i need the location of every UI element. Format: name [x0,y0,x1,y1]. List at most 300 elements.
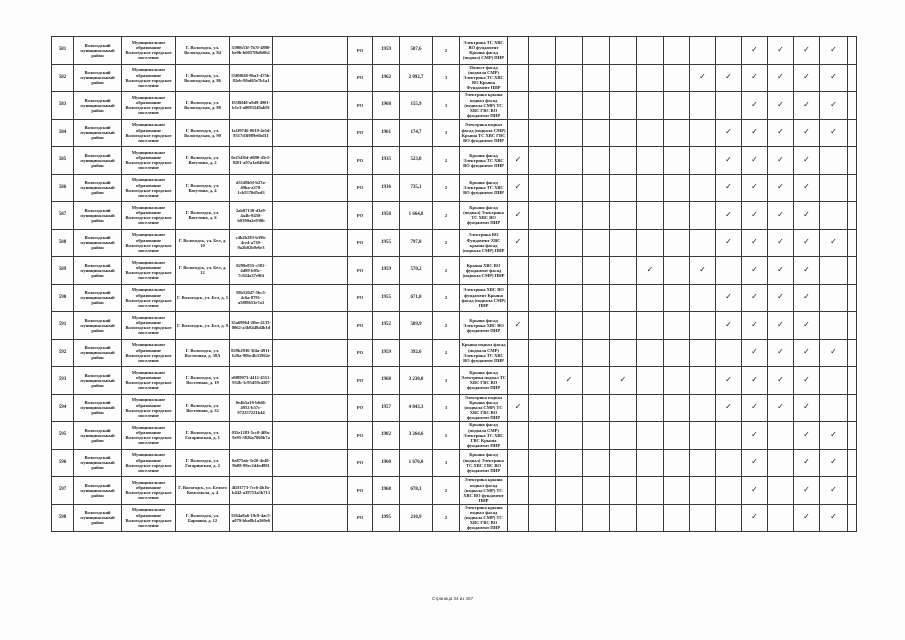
code-cell: 0e2543bf-d690-45c5-8201-a97a1a04fe6d [230,147,273,175]
edge-cell [848,284,857,312]
district-cell: Вологодский муниципальный район [74,367,122,395]
year-cell: 1982 [373,422,400,450]
empty-check-cell [637,64,664,92]
empty-check-cell [664,367,690,395]
empty-check-cell [820,257,848,285]
code-cell: 1a1f9746-0019-4e5d-8317d3f089e6bd11 [230,119,273,147]
check-mark-icon: ✓ [794,394,820,422]
check-mark-icon: ✓ [610,367,637,395]
work-description-cell: Крыша подвал фасад (подвала СМР) Электрика ТС ХВС ВО фундамент ПИР [460,339,508,367]
empty-check-cell [610,284,637,312]
code-cell: 035e1283-5cc0-4f8a-9e95-5026a7066b7a [230,422,273,450]
empty-check-cell [716,449,742,477]
area-cell: 2 092,7 [400,64,433,92]
check-mark-icon: ✓ [820,229,848,257]
year-cell: 1936 [373,174,400,202]
area-cell: 797,8 [400,229,433,257]
edge-cell [848,119,857,147]
empty-check-cell [820,284,848,312]
count-cell: 2 [433,229,460,257]
blank-cell [273,147,348,175]
empty-check-cell [664,449,690,477]
area-cell: 174,7 [400,119,433,147]
type-cell: РО [348,174,373,202]
address-cell: Г. Вологодск, ул. Ватутина, д. 2 [176,147,230,175]
code-cell: 59b52047-5bc3-4c6a-8791-a5f98653e7a3 [230,284,273,312]
empty-check-cell [529,284,556,312]
empty-check-cell [690,339,716,367]
code-cell: 53f0f048-9ba3-475b-82eb-80af65e7b1a1 [230,64,273,92]
empty-check-cell [690,174,716,202]
year-cell: 1968 [373,367,400,395]
district-cell: Вологодский муниципальный район [74,119,122,147]
check-mark-icon: ✓ [742,64,768,92]
check-mark-icon: ✓ [742,37,768,65]
check-mark-icon: ✓ [690,64,716,92]
check-mark-icon: ✓ [794,37,820,65]
empty-check-cell [583,367,610,395]
district-cell: Вологодский муниципальный район [74,147,122,175]
check-mark-icon: ✓ [794,367,820,395]
empty-check-cell [637,367,664,395]
empty-check-cell [556,64,583,92]
empty-check-cell [690,367,716,395]
empty-check-cell [690,92,716,120]
check-mark-icon: ✓ [794,449,820,477]
empty-check-cell [529,422,556,450]
empty-check-cell [508,422,529,450]
empty-check-cell [664,202,690,230]
check-mark-icon: ✓ [768,64,794,92]
edge-cell [848,367,857,395]
blank-cell [273,37,348,65]
empty-check-cell [529,92,556,120]
code-cell: e0f89973-4412-4551-932b-1c95d59c4207 [230,367,273,395]
row-number-cell: 588 [52,229,74,257]
check-mark-icon: ✓ [716,174,742,202]
code-cell: 35a69964-2fbe-4135-8062-a3b8448d4b1d [230,312,273,340]
count-cell: 2 [433,312,460,340]
empty-check-cell [820,394,848,422]
code-cell: 5564a8a6-19c9-4ac5-a079-bba8b1a260e6 [230,504,273,532]
work-description-cell: Электрика крыша подвал фасад (подвала СМР) ТС ХВС ВО фундамент ПИР [460,477,508,505]
blank-cell [273,64,348,92]
empty-check-cell [820,202,848,230]
empty-check-cell [610,312,637,340]
work-description-cell: Крыша ХВС ВО фундамент фасад (подвала СМР) ПИР [460,257,508,285]
table-row [52,229,857,257]
address-cell: Г. Вологодск, ул. Гагаринская, д. 1 [176,422,230,450]
check-mark-icon: ✓ [742,504,768,532]
empty-check-cell [529,174,556,202]
row-number-cell: 583 [52,92,74,120]
check-mark-icon: ✓ [794,312,820,340]
row-number-cell: 587 [52,202,74,230]
empty-check-cell [768,422,794,450]
check-mark-icon: ✓ [768,257,794,285]
blank-cell [273,284,348,312]
empty-check-cell [664,174,690,202]
check-mark-icon: ✓ [820,504,848,532]
check-mark-icon: ✓ [742,92,768,120]
check-mark-icon: ✓ [768,394,794,422]
check-mark-icon: ✓ [742,449,768,477]
empty-check-cell [529,64,556,92]
year-cell: 1962 [373,64,400,92]
year-cell: 1961 [373,119,400,147]
empty-check-cell [664,64,690,92]
empty-check-cell [508,367,529,395]
row-number-cell: 590 [52,284,74,312]
check-mark-icon: ✓ [820,339,848,367]
count-cell: 5 [433,422,460,450]
empty-check-cell [637,229,664,257]
municipality-cell: Муниципальное образование Вологодское городское поселение [122,64,176,92]
municipality-cell: Муниципальное образование Вологодское городское поселение [122,504,176,532]
empty-check-cell [637,147,664,175]
work-description-cell: Электрика подвал Крыша фасад (подвала СМР) ТС ХВС ГВС ВО фундамент ПИР [460,394,508,422]
empty-check-cell [529,202,556,230]
empty-check-cell [583,64,610,92]
empty-check-cell [556,449,583,477]
check-mark-icon: ✓ [768,147,794,175]
municipality-cell: Муниципальное образование Вологодское городское поселение [122,422,176,450]
blank-cell [273,92,348,120]
empty-check-cell [610,229,637,257]
area-cell: 570,2 [400,257,433,285]
work-description-cell: Крыша фасад (подвал) Электрика ТС ХВС ГВС ВО фундамент ПИР [460,449,508,477]
row-number-cell: 592 [52,339,74,367]
check-mark-icon: ✓ [716,147,742,175]
empty-check-cell [583,394,610,422]
code-cell: d31d8b5f-b27a-49ba-a370-1cb5570d5ed3 [230,174,273,202]
check-mark-icon: ✓ [742,174,768,202]
empty-check-cell [637,422,664,450]
empty-check-cell [508,257,529,285]
empty-check-cell [610,422,637,450]
count-cell: 2 [433,37,460,65]
edge-cell [848,312,857,340]
empty-check-cell [610,119,637,147]
check-mark-icon: ✓ [768,229,794,257]
check-mark-icon: ✓ [742,284,768,312]
empty-check-cell [820,367,848,395]
register-rows [52,37,857,532]
address-cell: Г. Вологодск, ул. Восточная, д. 38А [176,339,230,367]
empty-check-cell [664,37,690,65]
work-description-cell: Крыша фасад Электрика ТС ХВС ВО фундамент ПИР [460,174,508,202]
count-cell: 2 [433,174,460,202]
area-cell: 4 843,3 [400,394,433,422]
check-mark-icon: ✓ [768,367,794,395]
work-description-cell: Крыша фасад Электрика подвал ТС ХВС ГВС ВО фундамент ПИР [460,367,508,395]
year-cell: 1960 [373,449,400,477]
blank-cell [273,339,348,367]
check-mark-icon: ✓ [820,119,848,147]
check-mark-icon: ✓ [508,312,529,340]
empty-check-cell [716,422,742,450]
empty-check-cell [583,477,610,505]
address-cell: Г. Вологодск, ул. Белого Комсомола, д. 4 [176,477,230,505]
empty-check-cell [556,229,583,257]
count-cell: 2 [433,257,460,285]
empty-check-cell [820,312,848,340]
empty-check-cell [583,504,610,532]
type-cell: РО [348,229,373,257]
empty-check-cell [610,449,637,477]
type-cell: РО [348,339,373,367]
empty-check-cell [637,449,664,477]
empty-check-cell [690,312,716,340]
empty-check-cell [610,174,637,202]
type-cell: РО [348,477,373,505]
empty-check-cell [690,119,716,147]
code-cell: c4b2b283-b39b-4ce4-a739-9a2b02b9e6e3 [230,229,273,257]
check-mark-icon: ✓ [742,202,768,230]
check-mark-icon: ✓ [794,202,820,230]
table-row [52,367,857,395]
empty-check-cell [820,174,848,202]
row-number-cell: 586 [52,174,74,202]
area-cell: 155,9 [400,92,433,120]
check-mark-icon: ✓ [716,64,742,92]
empty-check-cell [583,147,610,175]
empty-check-cell [637,202,664,230]
type-cell: РО [348,147,373,175]
empty-check-cell [690,37,716,65]
check-mark-icon: ✓ [820,37,848,65]
edge-cell [848,64,857,92]
district-cell: Вологодский муниципальный район [74,64,122,92]
check-mark-icon: ✓ [794,477,820,505]
year-cell: 1995 [373,504,400,532]
work-description-cell: Электрика крыша подвал фасад (подвала СМР) ТС ХВС ГВС ВО фундамент ПИР [460,92,508,120]
year-cell: 1955 [373,229,400,257]
count-cell: 3 [433,394,460,422]
code-cell: f558ff40-a9d9-4901-b1e3-a0093249ab91 [230,92,273,120]
table-row [52,202,857,230]
edge-cell [848,504,857,532]
blank-cell [273,229,348,257]
edge-cell [848,477,857,505]
municipality-cell: Муниципальное образование Вологодское городское поселение [122,449,176,477]
count-cell: 2 [433,504,460,532]
blank-cell [273,394,348,422]
area-cell: 3 264,6 [400,422,433,450]
empty-check-cell [508,477,529,505]
work-description-cell: Электрика ТС ХВС ВО фундамент Крыша фасад (подвал) СМР) ПИР [460,37,508,65]
year-cell: 1968 [373,477,400,505]
area-cell: 1 664,8 [400,202,433,230]
empty-check-cell [556,504,583,532]
address-cell: Г. Вологодск, ул. Восточная, д. 19 [176,367,230,395]
empty-check-cell [690,477,716,505]
empty-check-cell [664,257,690,285]
type-cell: РО [348,504,373,532]
district-cell: Вологодский муниципальный район [74,37,122,65]
empty-check-cell [664,119,690,147]
area-cell: 392,6 [400,339,433,367]
empty-check-cell [610,202,637,230]
row-number-cell: 581 [52,37,74,65]
empty-check-cell [583,284,610,312]
check-mark-icon: ✓ [716,202,742,230]
blank-cell [273,422,348,450]
row-number-cell: 593 [52,367,74,395]
check-mark-icon: ✓ [690,257,716,285]
empty-check-cell [508,92,529,120]
type-cell: РО [348,37,373,65]
check-mark-icon: ✓ [716,394,742,422]
count-cell: 3 [433,367,460,395]
empty-check-cell [637,477,664,505]
year-cell: 1952 [373,312,400,340]
empty-check-cell [529,119,556,147]
address-cell: Г. Вологодск, ул. Бармина, д. 12 [176,504,230,532]
district-cell: Вологодский муниципальный район [74,449,122,477]
blank-cell [273,477,348,505]
district-cell: Вологодский муниципальный район [74,394,122,422]
address-cell: Г. Вологодск, ул. Гагаринская, д. 2 [176,449,230,477]
table-row [52,147,857,175]
municipality-cell: Муниципальное образование Вологодское городское поселение [122,202,176,230]
type-cell: РО [348,64,373,92]
empty-check-cell [529,367,556,395]
empty-check-cell [556,202,583,230]
row-number-cell: 582 [52,64,74,92]
row-number-cell: 597 [52,477,74,505]
empty-check-cell [556,257,583,285]
empty-check-cell [664,477,690,505]
check-mark-icon: ✓ [794,64,820,92]
table-row [52,449,857,477]
row-number-cell: 589 [52,257,74,285]
check-mark-icon: ✓ [794,422,820,450]
page-footer: Страница 34 из 467 [431,596,474,601]
blank-cell [273,449,348,477]
check-mark-icon: ✓ [556,367,583,395]
check-mark-icon: ✓ [716,284,742,312]
empty-check-cell [716,504,742,532]
empty-check-cell [556,37,583,65]
empty-check-cell [529,504,556,532]
edge-cell [848,229,857,257]
district-cell: Вологодский муниципальный район [74,339,122,367]
empty-check-cell [583,229,610,257]
check-mark-icon: ✓ [820,64,848,92]
year-cell: 1968 [373,92,400,120]
empty-check-cell [637,394,664,422]
check-mark-icon: ✓ [716,367,742,395]
work-description-cell: Крыша фасад Электрика ХВС ВО фундамент ПИР [460,312,508,340]
empty-check-cell [664,312,690,340]
empty-check-cell [637,119,664,147]
work-description-cell: Крыша фасад (подвала СМР) Электрика ТС ХВС ГВС Крыша фундамент ПИР [460,422,508,450]
check-mark-icon: ✓ [742,312,768,340]
code-cell: 0a875ab-3e20-4e48-9b88-99ec2d4ed801 [230,449,273,477]
count-cell: 2 [433,202,460,230]
code-cell: 0299e835-c581-4d89-b95c-7c924a37e9f4 [230,257,273,285]
count-cell: 2 [433,339,460,367]
empty-check-cell [820,147,848,175]
empty-check-cell [556,119,583,147]
check-mark-icon: ✓ [508,229,529,257]
work-description-cell: Электрика подвал фасад (подвала СМР) Крыша ТС ХВС ГВС ВО фундамент ПИР [460,119,508,147]
year-cell: 1957 [373,394,400,422]
empty-check-cell [529,257,556,285]
check-mark-icon: ✓ [794,284,820,312]
empty-check-cell [610,339,637,367]
empty-check-cell [556,422,583,450]
type-cell: РО [348,394,373,422]
check-mark-icon: ✓ [508,394,529,422]
edge-cell [848,394,857,422]
empty-check-cell [556,147,583,175]
count-cell: 3 [433,449,460,477]
type-cell: РО [348,422,373,450]
check-mark-icon: ✓ [508,174,529,202]
empty-check-cell [529,312,556,340]
check-mark-icon: ✓ [742,119,768,147]
check-mark-icon: ✓ [508,147,529,175]
area-cell: 523,8 [400,147,433,175]
check-mark-icon: ✓ [716,229,742,257]
register-table [51,36,857,532]
empty-check-cell [556,339,583,367]
check-mark-icon: ✓ [794,229,820,257]
empty-check-cell [664,229,690,257]
empty-check-cell [508,119,529,147]
address-cell: Г. Вологодск, ул. Вологодская, д. 86 [176,64,230,92]
blank-cell [273,504,348,532]
count-cell: 3 [433,119,460,147]
edge-cell [848,449,857,477]
empty-check-cell [716,257,742,285]
empty-check-cell [664,147,690,175]
check-mark-icon: ✓ [716,119,742,147]
edge-cell [848,37,857,65]
blank-cell [273,202,348,230]
row-number-cell: 596 [52,449,74,477]
code-cell: 4f2f3773-7cc6-4b1b-b442-a39753a5b713 [230,477,273,505]
empty-check-cell [610,37,637,65]
check-mark-icon: ✓ [820,449,848,477]
check-mark-icon: ✓ [768,312,794,340]
work-description-cell: Электрика ВО Фундамент ХВС крыша фасад (подвала СМР) ПИР [460,229,508,257]
work-description-cell: Электрика ХВС ВО фундамент Крыша фасад (подвала СМР) ПИР [460,284,508,312]
type-cell: РО [348,257,373,285]
check-mark-icon: ✓ [820,92,848,120]
table-row [52,504,857,532]
empty-check-cell [664,422,690,450]
check-mark-icon: ✓ [794,174,820,202]
type-cell: РО [348,119,373,147]
empty-check-cell [508,339,529,367]
empty-check-cell [690,229,716,257]
empty-check-cell [583,339,610,367]
municipality-cell: Муниципальное образование Вологодское городское поселение [122,367,176,395]
table-row [52,284,857,312]
check-mark-icon: ✓ [716,312,742,340]
address-cell: Г. Вологодск, ул. Восточная, д. 32 [176,394,230,422]
area-cell: 589,9 [400,312,433,340]
empty-check-cell [529,449,556,477]
empty-check-cell [690,422,716,450]
type-cell: РО [348,284,373,312]
type-cell: РО [348,92,373,120]
check-mark-icon: ✓ [768,202,794,230]
table-row [52,37,857,65]
